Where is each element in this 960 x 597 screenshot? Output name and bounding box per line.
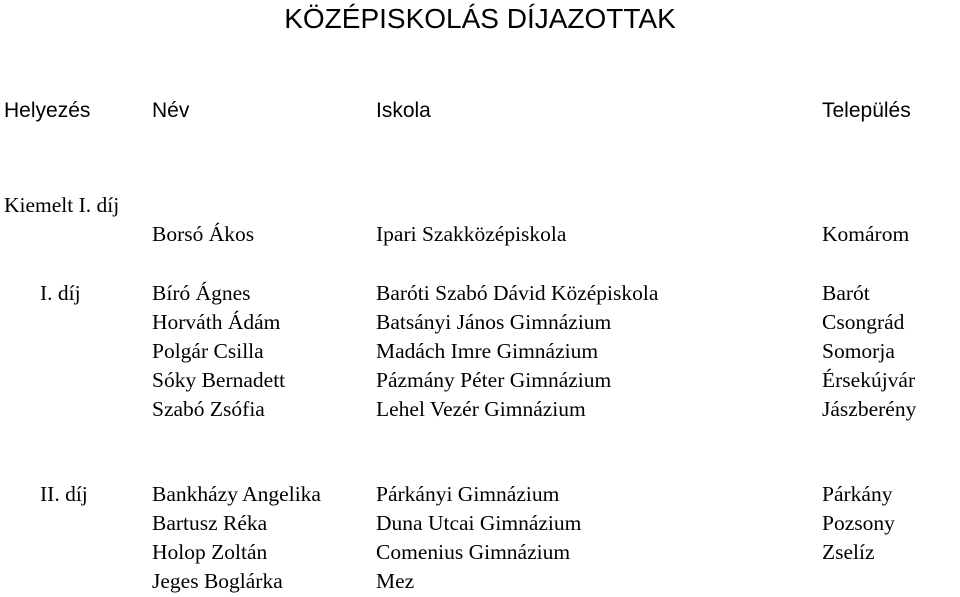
row-name: Bankházy Angelika	[152, 482, 321, 506]
row-school: Madách Imre Gimnázium	[376, 339, 599, 363]
row-town: Párkány	[822, 482, 893, 506]
row-school: Ipari Szakközépiskola	[376, 222, 567, 246]
row-school: Mez	[376, 569, 415, 593]
row-name: Jeges Boglárka	[152, 569, 283, 593]
row-name: Polgár Csilla	[152, 339, 264, 363]
row-town: Zselíz	[822, 540, 875, 564]
row-town: Komárom	[822, 222, 910, 246]
row-place: II. díj	[40, 482, 88, 506]
row-school: Lehel Vezér Gimnázium	[376, 397, 586, 421]
row-town: Barót	[822, 281, 870, 305]
row-place: I. díj	[40, 281, 81, 305]
row-town: Érsekújvár	[822, 368, 916, 392]
row-town: Csongrád	[822, 310, 905, 334]
header-name: Név	[152, 99, 190, 122]
row-name: Horváth Ádám	[152, 310, 281, 334]
row-name: Sóky Bernadett	[152, 368, 286, 392]
row-name: Bartusz Réka	[152, 511, 268, 535]
row-town: Pozsony	[822, 511, 895, 535]
header-place: Helyezés	[4, 99, 91, 122]
row-town: Somorja	[822, 339, 895, 363]
row-name: Borsó Ákos	[152, 222, 255, 246]
row-school: Duna Utcai Gimnázium	[376, 511, 582, 535]
page-title: KÖZÉPISKOLÁS DÍJAZOTTAK	[284, 3, 676, 34]
row-school: Comenius Gimnázium	[376, 540, 571, 564]
row-name: Szabó Zsófia	[152, 397, 265, 421]
row-school: Pázmány Péter Gimnázium	[376, 368, 612, 392]
row-name: Bíró Ágnes	[152, 281, 251, 305]
row-school: Baróti Szabó Dávid Középiskola	[376, 281, 659, 305]
header-school: Iskola	[376, 99, 431, 122]
row-town: Jászberény	[822, 397, 917, 421]
row-school: Batsányi János Gimnázium	[376, 310, 612, 334]
row-place: Kiemelt I. díj	[4, 193, 120, 217]
row-name: Holop Zoltán	[152, 540, 268, 564]
header-town: Település	[822, 99, 911, 122]
row-school: Párkányi Gimnázium	[376, 482, 560, 506]
